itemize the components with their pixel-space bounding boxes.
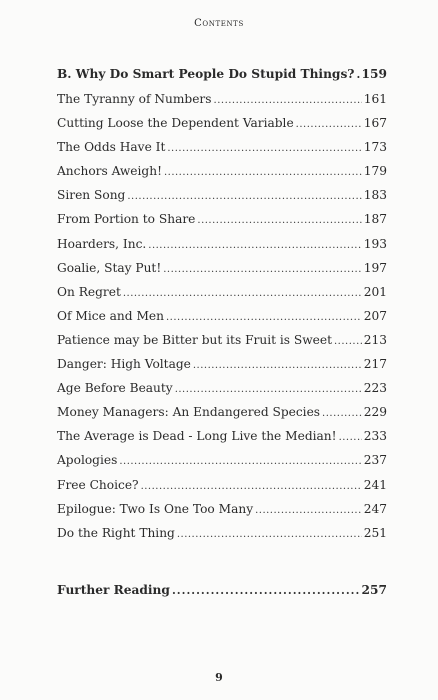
dot-leader bbox=[163, 258, 362, 282]
toc-entry-page-number: 233 bbox=[363, 429, 387, 444]
toc-entry-page-number: 187 bbox=[363, 212, 387, 227]
toc-entry bbox=[57, 424, 387, 448]
toc-entry-page-number: 251 bbox=[363, 525, 387, 540]
toc-entry bbox=[57, 159, 387, 183]
toc-entry bbox=[57, 304, 387, 328]
toc-entry bbox=[57, 232, 387, 256]
toc-section-heading bbox=[57, 62, 387, 87]
toc-entry-page-number: 183 bbox=[363, 188, 387, 203]
dot-leader bbox=[172, 578, 360, 603]
toc-entry-title: From Portion to Share bbox=[57, 212, 196, 227]
table-of-contents bbox=[57, 62, 387, 545]
toc-entry bbox=[57, 473, 387, 497]
toc-entry-title: Anchors Aweigh! bbox=[57, 164, 162, 179]
toc-entry-title: Epilogue: Two Is One Too Many bbox=[57, 501, 254, 516]
further-reading-page-number: 257 bbox=[361, 583, 387, 597]
toc-entry bbox=[57, 207, 387, 231]
dot-leader bbox=[141, 475, 362, 499]
toc-entry-page-number: 247 bbox=[363, 501, 387, 516]
toc-entry-title: Free Choice? bbox=[57, 477, 139, 492]
toc-entry-title: Apologies bbox=[57, 453, 118, 468]
toc-entry bbox=[57, 448, 387, 472]
dot-leader bbox=[214, 89, 362, 113]
dot-leader bbox=[175, 378, 362, 402]
toc-entry bbox=[57, 521, 387, 545]
toc-entry-page-number: 193 bbox=[363, 236, 387, 251]
toc-entry-page-number: 197 bbox=[363, 260, 387, 275]
dot-leader bbox=[339, 426, 362, 450]
dot-leader bbox=[123, 282, 362, 306]
toc-entry-title: Cutting Loose the Dependent Variable bbox=[57, 116, 294, 131]
toc-entry bbox=[57, 497, 387, 521]
toc-entry-title: On Regret bbox=[57, 284, 121, 299]
toc-entry bbox=[57, 87, 387, 111]
toc-entry-page-number: 213 bbox=[363, 332, 387, 347]
toc-entry-page-number: 179 bbox=[363, 164, 387, 179]
toc-entry-title: The Average is Dead - Long Live the Median! bbox=[57, 429, 337, 444]
toc-entry-page-number: 223 bbox=[363, 381, 387, 396]
dot-leader bbox=[119, 450, 361, 474]
dot-leader bbox=[164, 161, 362, 185]
toc-entry bbox=[57, 400, 387, 424]
dot-leader bbox=[255, 499, 362, 523]
toc-entry-title: Danger: High Voltage bbox=[57, 357, 191, 372]
dot-leader bbox=[193, 354, 362, 378]
toc-further-reading bbox=[57, 578, 387, 603]
toc-entry-title: Age Before Beauty bbox=[57, 381, 173, 396]
toc-entry-page-number: 241 bbox=[363, 477, 387, 492]
dot-leader bbox=[197, 209, 361, 233]
toc-entry bbox=[57, 376, 387, 400]
section-title: B. Why Do Smart People Do Stupid Things? bbox=[57, 67, 355, 81]
toc-entry-page-number: 173 bbox=[363, 140, 387, 155]
dot-leader bbox=[296, 113, 362, 137]
toc-entry-title: Money Managers: An Endangered Species bbox=[57, 405, 321, 420]
further-reading-title: Further Reading bbox=[57, 583, 170, 597]
toc-entry-page-number: 201 bbox=[363, 284, 387, 299]
toc-entry bbox=[57, 135, 387, 159]
toc-entry-title: Do the Right Thing bbox=[57, 525, 175, 540]
section-page-number: 159 bbox=[361, 67, 387, 81]
dot-leader bbox=[148, 234, 361, 258]
dot-leader bbox=[177, 523, 362, 547]
toc-entry-page-number: 229 bbox=[363, 405, 387, 420]
toc-entry-page-number: 207 bbox=[363, 308, 387, 323]
toc-entry-page-number: 167 bbox=[363, 116, 387, 131]
toc-entry-title: The Tyranny of Numbers bbox=[57, 92, 212, 106]
dot-leader bbox=[167, 137, 361, 161]
toc-entry-page-number: 217 bbox=[363, 357, 387, 372]
page-number: 9 bbox=[215, 671, 223, 684]
dot-leader bbox=[127, 185, 361, 209]
running-header: Contents bbox=[194, 18, 244, 29]
toc-entry-title: Hoarders, Inc. bbox=[57, 236, 147, 251]
toc-entry-title: Siren Song bbox=[57, 188, 126, 203]
toc-entry bbox=[57, 352, 387, 376]
toc-entry-title: Goalie, Stay Put! bbox=[57, 260, 162, 275]
toc-entry-title: Of Mice and Men bbox=[57, 308, 164, 323]
toc-entry bbox=[57, 111, 387, 135]
toc-entry-page-number: 161 bbox=[363, 92, 387, 106]
toc-entry bbox=[57, 280, 387, 304]
dot-leader bbox=[356, 62, 359, 87]
toc-entry-title: The Odds Have It bbox=[57, 140, 166, 155]
dot-leader bbox=[334, 330, 362, 354]
toc-entry bbox=[57, 183, 387, 207]
dot-leader bbox=[166, 306, 362, 330]
toc-entry bbox=[57, 256, 387, 280]
toc-entry-title: Patience may be Bitter but its Fruit is Sweet bbox=[57, 332, 332, 347]
toc-entry-list bbox=[57, 87, 387, 545]
toc-entry-page-number: 237 bbox=[363, 453, 387, 468]
dot-leader bbox=[322, 402, 362, 426]
toc-entry bbox=[57, 328, 387, 352]
